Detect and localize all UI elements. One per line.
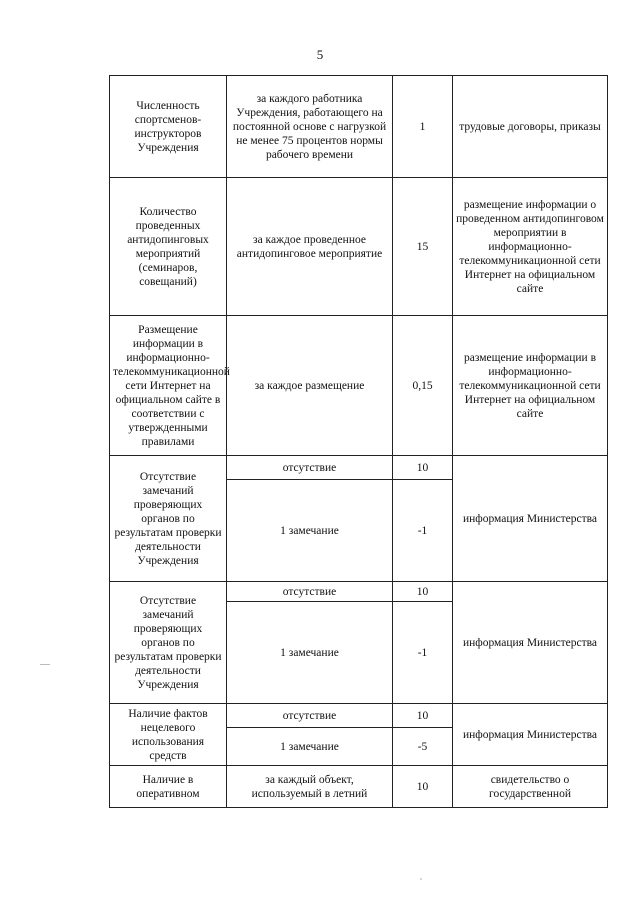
scan-margin-mark xyxy=(40,664,50,665)
table-row xyxy=(110,316,608,456)
condition-cell: за каждое проведенное антидопинговое мероприятие xyxy=(227,178,393,316)
source-cell: информация Министерства xyxy=(453,456,608,582)
points-cell: 10 xyxy=(393,582,453,602)
condition-cell: за каждое размещение xyxy=(227,316,393,456)
table-row xyxy=(110,456,608,480)
scan-dust-dot xyxy=(420,878,422,880)
source-cell: трудовые договоры, приказы xyxy=(453,76,608,178)
points-cell: 0,15 xyxy=(393,316,453,456)
condition-cell: за каждый объект, используемый в летний xyxy=(227,766,393,808)
criteria-table xyxy=(109,75,608,808)
points-cell: 10 xyxy=(393,766,453,808)
condition-cell: 1 замечание xyxy=(227,480,393,582)
source-cell: размещение информации о проведенном антидопинговом мероприятии в информационно-телекоммуникационной сети Интернет на официальном сайте xyxy=(453,178,608,316)
condition-cell: отсутствие xyxy=(227,582,393,602)
table-row xyxy=(110,704,608,728)
indicator-cell: Наличие в оперативном xyxy=(110,766,227,808)
table-row xyxy=(110,76,608,178)
condition-cell: 1 замечание xyxy=(227,602,393,704)
source-cell: свидетельство о государственной xyxy=(453,766,608,808)
points-cell: 15 xyxy=(393,178,453,316)
indicator-cell: Численность спортсменов-инструкторов Учреждения xyxy=(110,76,227,178)
condition-cell: отсутствие xyxy=(227,704,393,728)
indicator-cell: Наличие фактов нецелевого использования средств xyxy=(110,704,227,766)
condition-cell: 1 замечание xyxy=(227,728,393,766)
page-number: 5 xyxy=(316,47,324,62)
condition-cell: за каждого работника Учреждения, работающего на постоянной основе с нагрузкой не менее 75 процентов нормы рабочего времени xyxy=(227,76,393,178)
condition-cell: отсутствие xyxy=(227,456,393,480)
source-cell: размещение информации в информационно-телекоммуникационной сети Интернет на официальном сайте xyxy=(453,316,608,456)
points-cell: -1 xyxy=(393,602,453,704)
source-cell: информация Министерства xyxy=(453,582,608,704)
points-cell: -1 xyxy=(393,480,453,582)
points-cell: 1 xyxy=(393,76,453,178)
points-cell: -5 xyxy=(393,728,453,766)
source-cell: информация Министерства xyxy=(453,704,608,766)
indicator-cell: Отсутствие замечаний проверяющих органов по результатам проверки деятельности Учреждения xyxy=(110,582,227,704)
indicator-cell: Количество проведенных антидопинговых мероприятий (семинаров, совещаний) xyxy=(110,178,227,316)
points-cell: 10 xyxy=(393,456,453,480)
table-row xyxy=(110,582,608,602)
table-row xyxy=(110,178,608,316)
table-row xyxy=(110,766,608,808)
indicator-cell: Размещение информации в информационно-телекоммуникационной сети Интернет на официальном сайте в соответствии с утвержденными правилами xyxy=(110,316,227,456)
indicator-cell: Отсутствие замечаний проверяющих органов по результатам проверки деятельности Учреждения xyxy=(110,456,227,582)
points-cell: 10 xyxy=(393,704,453,728)
